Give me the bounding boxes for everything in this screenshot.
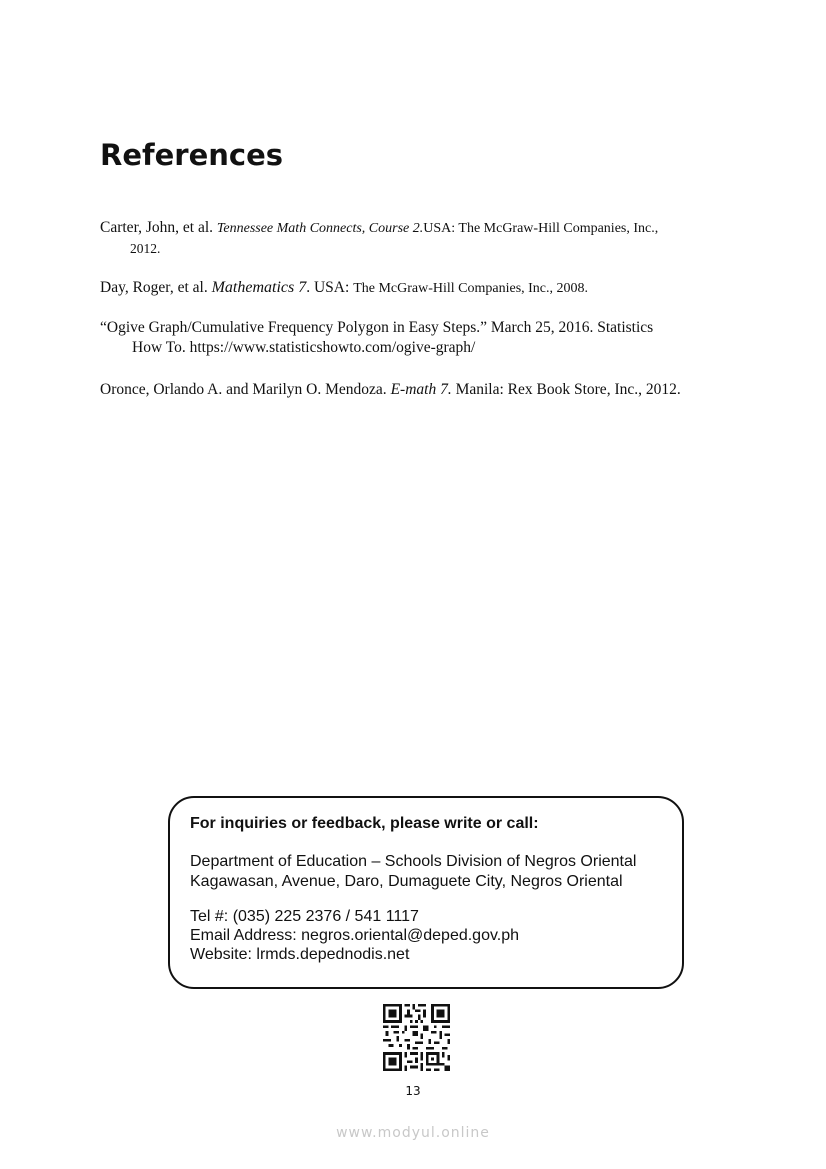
page-number: 13 <box>405 1084 421 1098</box>
reference-publisher: Manila: Rex Book Store, Inc., 2012. <box>451 381 681 398</box>
watermark: www.modyul.online <box>336 1125 490 1141</box>
reference-item <box>100 380 760 400</box>
qr-code-icon <box>383 1004 450 1071</box>
reference-publisher: The McGraw-Hill Companies, Inc., 2008. <box>353 281 589 296</box>
contact-address: Kagawasan, Avenue, Daro, Dumaguete City, Negros Oriental <box>190 873 623 890</box>
page-title: References <box>100 138 284 172</box>
reference-authors: Oronce, Orlando A. and Marilyn O. Mendoza. <box>100 381 391 398</box>
reference-authors: Day, Roger, et al. <box>100 279 212 296</box>
reference-line: “Ogive Graph/Cumulative Frequency Polygon in Easy Steps.” March 25, 2016. Statistics <box>100 319 654 336</box>
contact-email: Email Address: negros.oriental@deped.gov.ph <box>190 927 520 944</box>
reference-item <box>100 218 740 259</box>
contact-heading: For inquiries or feedback, please write or call: <box>190 815 539 832</box>
reference-authors: Carter, John, et al. <box>100 219 217 236</box>
contact-website: Website: lrmds.depednodis.net <box>190 946 410 963</box>
reference-item <box>100 278 740 299</box>
reference-item <box>100 318 740 358</box>
contact-box <box>168 796 684 989</box>
reference-work-title: Tennessee Math Connects, Course 2. <box>216 221 424 236</box>
reference-year: 2012. <box>130 241 161 256</box>
contact-telephone: Tel #: (035) 225 2376 / 541 1117 <box>190 908 419 925</box>
reference-work-title: Mathematics 7 <box>211 279 307 296</box>
contact-organization: Department of Education – Schools Division of Negros Oriental <box>190 853 637 870</box>
reference-separator: . USA: <box>306 279 354 296</box>
reference-line-continued: How To. https://www.statisticshowto.com/ogive-graph/ <box>132 339 476 356</box>
reference-work-title: E-math 7. <box>390 381 452 398</box>
reference-publisher: USA: The McGraw-Hill Companies, Inc., <box>423 221 659 236</box>
